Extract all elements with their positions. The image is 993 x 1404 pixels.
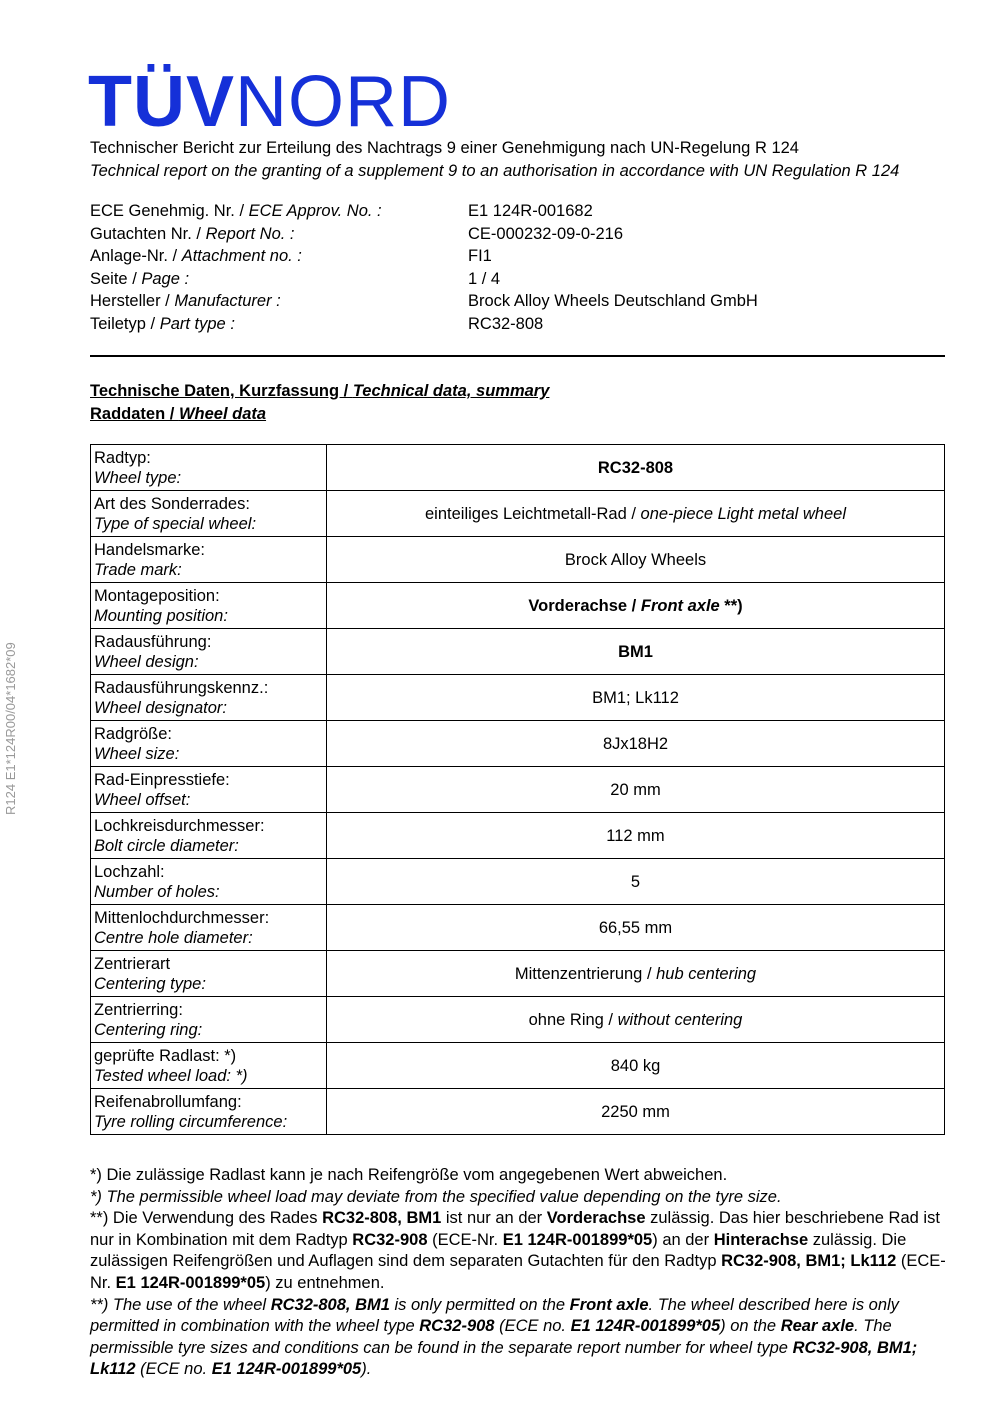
meta-label (90, 245, 468, 268)
field-value-text: hub centering (656, 964, 757, 983)
field-label (91, 537, 327, 583)
field-label-de: Radtyp: (94, 448, 151, 467)
field-value-text: 2250 mm (601, 1102, 670, 1121)
field-value-text: Vorderachse / (528, 596, 641, 615)
field-label-de: Radausführung: (94, 632, 212, 651)
field-label (91, 1043, 327, 1089)
field-label (91, 767, 327, 813)
meta-label-text: Seite / (90, 269, 142, 288)
field-label-de: Handelsmarke: (94, 540, 205, 559)
footnote (90, 1295, 950, 1381)
field-label-en: Wheel design: (94, 652, 199, 671)
footnote (90, 1208, 950, 1294)
field-value (327, 1043, 945, 1089)
report-header (90, 137, 950, 182)
field-label (91, 951, 327, 997)
table-row (91, 675, 945, 721)
field-value (327, 1089, 945, 1135)
table-row (91, 1089, 945, 1135)
field-value-text: ohne Ring / (528, 1010, 618, 1029)
table-row (91, 813, 945, 859)
footnote-text: RC32-908, BM1; Lk112 (721, 1252, 897, 1271)
field-value-text: 20 mm (610, 780, 661, 799)
field-label-de: Radausführungskennz.: (94, 678, 269, 697)
meta-label-text: Hersteller / (90, 292, 175, 310)
field-label (91, 813, 327, 859)
field-value (327, 767, 945, 813)
field-label (91, 859, 327, 905)
meta-value: E1 124R-001682 (468, 202, 593, 220)
footnote-text: (ECE no. (135, 1360, 212, 1379)
meta-block (90, 200, 758, 335)
tuv-nord-logo: TÜVNORD (88, 62, 451, 142)
meta-label-text: Page : (141, 269, 190, 288)
field-value (327, 537, 945, 583)
header-line-en: Technical report on the granting of a supplement 9 to an authorisation in accordance with UN Regulation R 124 (90, 161, 900, 180)
meta-row (90, 245, 758, 268)
footnote-text: RC32-808, BM1 (322, 1209, 442, 1228)
footnote-text: ). (361, 1360, 372, 1379)
meta-label (90, 200, 468, 223)
footnote-text: Hinterachse (713, 1230, 809, 1249)
field-value (327, 721, 945, 767)
meta-value: FI1 (468, 247, 492, 265)
meta-label-text: Part type : (159, 314, 235, 333)
table-row (91, 491, 945, 537)
field-value-text: RC32-808 (597, 458, 674, 477)
table-row (91, 1043, 945, 1089)
field-label-de: Mittenlochdurchmesser: (94, 908, 270, 927)
field-label-de: Lochzahl: (94, 862, 165, 881)
field-label-en: Wheel designator: (94, 698, 227, 717)
field-value-text: Mittenzentrierung / (514, 964, 657, 983)
field-label (91, 491, 327, 537)
field-label-de: Rad-Einpresstiefe: (94, 770, 230, 789)
footnote-text: *) Die zulässige Radlast kann je nach Reifengröße vom angegebenen Wert abweichen. (90, 1166, 728, 1184)
table-row (91, 951, 945, 997)
table-row (91, 445, 945, 491)
footnote-text: *) The permissible wheel load may deviate from the specified value depending on the tyre size. (90, 1187, 782, 1206)
field-label (91, 1089, 327, 1135)
meta-row (90, 200, 758, 223)
footnote-text: RC32-908 (419, 1317, 495, 1336)
field-value (327, 583, 945, 629)
footnote-text: RC32-808, BM1 (270, 1295, 390, 1314)
meta-label-text: Anlage-Nr. / (90, 247, 182, 265)
field-label-en: Number of holes: (94, 882, 220, 901)
field-label-de: Radgröße: (94, 724, 172, 743)
footnote-text: **) The use of the wheel (90, 1295, 271, 1314)
wheel-data-table (90, 444, 945, 1135)
field-value-text: einteiliges Leichtmetall-Rad / (425, 504, 641, 523)
field-value-text: without centering (617, 1010, 743, 1029)
footnote-text: ist nur an der (441, 1209, 547, 1228)
field-label-de: Zentrierart (94, 954, 171, 973)
footnote-text: RC32-908 (352, 1230, 428, 1249)
field-value-text: Brock Alloy Wheels (564, 550, 707, 569)
footnote-text: E1 124R-001899*05 (211, 1360, 362, 1379)
meta-label (90, 313, 468, 336)
meta-label-text: ECE Approv. No. : (248, 202, 382, 220)
field-label-de: Montageposition: (94, 586, 220, 605)
meta-row (90, 223, 758, 246)
meta-value: 1 / 4 (468, 269, 501, 288)
footnote (90, 1165, 950, 1187)
meta-row (90, 313, 758, 336)
footnote-text: Rear axle (780, 1317, 855, 1336)
meta-label (90, 290, 468, 313)
footnote-text: . The wheel described here is only permitted in combination with the wheel type (90, 1295, 899, 1336)
field-value-text: BM1; Lk112 (592, 688, 679, 707)
field-label-de: Lochkreisdurchmesser: (94, 816, 265, 835)
field-label-de: Zentrierring: (94, 1000, 183, 1019)
field-label (91, 583, 327, 629)
field-label-en: Trade mark: (94, 560, 182, 579)
field-label-en: Wheel type: (94, 468, 182, 487)
field-value-text: 8Jx18H2 (602, 734, 669, 753)
field-label (91, 445, 327, 491)
table-row (91, 767, 945, 813)
field-label (91, 721, 327, 767)
side-reference-text: R124 E1*124R00/04*1682*09 (3, 642, 18, 815)
meta-row (90, 268, 758, 291)
field-label-de: Art des Sonderrades: (94, 494, 250, 513)
field-value (327, 445, 945, 491)
footnote-text: (ECE-Nr. (427, 1230, 503, 1249)
field-label-en: Tested wheel load: *) (94, 1066, 248, 1085)
field-value-text: 66,55 mm (598, 918, 673, 937)
footnote-text: ) on the (720, 1317, 781, 1336)
meta-label-text: Attachment no. : (181, 247, 302, 265)
field-value-text: 5 (630, 872, 641, 891)
field-label-en: Centering ring: (94, 1020, 203, 1039)
meta-label-text: Gutachten Nr. / (90, 224, 206, 243)
footnote-text: RC32-908, BM1; Lk112 (90, 1338, 918, 1379)
field-label-en: Bolt circle diameter: (94, 836, 239, 855)
footnote-text: (ECE-Nr. (90, 1252, 946, 1292)
field-value (327, 951, 945, 997)
footnote-text: E1 124R-001899*05 (570, 1317, 721, 1336)
table-row (91, 905, 945, 951)
table-row (91, 583, 945, 629)
table-row (91, 629, 945, 675)
field-value-text: BM1 (618, 642, 653, 661)
field-value (327, 629, 945, 675)
field-label (91, 905, 327, 951)
table-row (91, 859, 945, 905)
footnote (90, 1187, 950, 1209)
field-label-de: geprüfte Radlast: *) (94, 1046, 237, 1065)
field-value-text: Front axle (640, 596, 720, 615)
field-value-text: one-piece Light metal wheel (640, 504, 846, 523)
divider (90, 355, 945, 357)
field-value (327, 675, 945, 721)
field-label-en: Tyre rolling circumference: (94, 1112, 288, 1131)
footnote-text: ) an der (652, 1230, 714, 1249)
meta-label (90, 268, 468, 291)
meta-label-text: Teiletyp / (90, 314, 160, 333)
meta-value: RC32-808 (468, 314, 544, 333)
field-label (91, 629, 327, 675)
footnote-text: **) Die Verwendung des Rades (90, 1209, 323, 1228)
footnote-text: Vorderachse (546, 1209, 646, 1228)
footnote-text: (ECE no. (494, 1317, 571, 1336)
table-row (91, 721, 945, 767)
field-label (91, 675, 327, 721)
footnote-text: zulässig. Die zulässigen Reifengrößen und Auflagen sind dem separaten Gutachten für den Radtyp (90, 1230, 907, 1271)
footnote-text: is only permitted on the (389, 1295, 570, 1314)
footnote-text: zulässig. Das hier beschriebene Rad ist nur in Kombination mit dem Radtyp (90, 1209, 940, 1249)
field-value-text: 112 mm (606, 826, 665, 845)
field-label-en: Wheel size: (94, 744, 180, 763)
footnote-text: ) zu entnehmen. (265, 1273, 385, 1292)
field-value (327, 997, 945, 1043)
meta-value: CE-000232-09-0-216 (468, 224, 624, 243)
table-row (91, 997, 945, 1043)
field-label-en: Type of special wheel: (94, 514, 257, 533)
meta-row (90, 290, 758, 313)
meta-label-text: Manufacturer : (174, 292, 281, 310)
field-label-en: Wheel offset: (94, 790, 191, 809)
field-value (327, 491, 945, 537)
footnote-text: Front axle (569, 1295, 649, 1314)
field-label-en: Centre hole diameter: (94, 928, 253, 947)
field-value (327, 813, 945, 859)
field-value (327, 905, 945, 951)
meta-label (90, 223, 468, 246)
meta-label-text: Report No. : (205, 224, 295, 243)
footnotes (90, 1165, 950, 1381)
table-row (91, 537, 945, 583)
meta-value: Brock Alloy Wheels Deutschland GmbH (468, 292, 758, 310)
footnote-text: E1 124R-001899*05 (115, 1273, 266, 1292)
field-label (91, 997, 327, 1043)
field-value-text: **) (719, 596, 743, 615)
field-label-en: Mounting position: (94, 606, 228, 625)
field-value (327, 859, 945, 905)
meta-label-text: ECE Genehmig. Nr. / (90, 202, 249, 220)
header-line-de: Technischer Bericht zur Erteilung des Nachtrags 9 einer Genehmigung nach UN-Regelung R 124 (90, 139, 799, 157)
footnote-text: . The permissible tyre sizes and conditions can be found in the separate report number for wheel type (90, 1317, 892, 1357)
field-value-text: 840 kg (610, 1056, 661, 1075)
field-label-en: Centering type: (94, 974, 206, 993)
footnote-text: E1 124R-001899*05 (502, 1230, 653, 1249)
section-heading: Technische Daten, Kurzfassung / Technical data, summary Raddaten / Wheel data (90, 382, 550, 423)
field-label-de: Reifenabrollumfang: (94, 1092, 242, 1111)
